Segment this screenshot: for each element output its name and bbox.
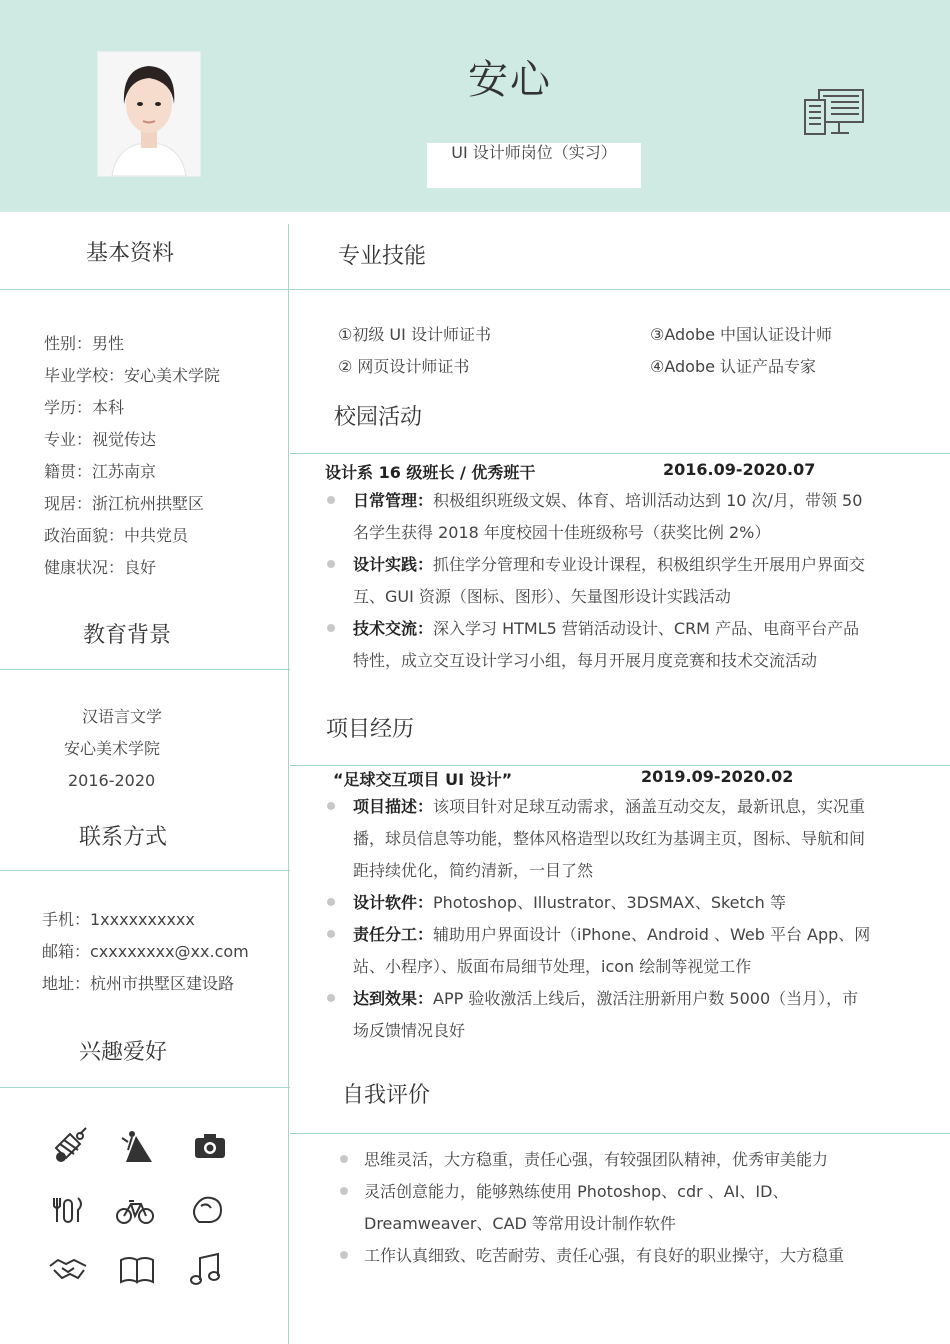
skill-item: ①初级 UI 设计师证书 bbox=[338, 325, 491, 344]
education-title: 教育背景 bbox=[82, 623, 171, 648]
handshake-icon bbox=[48, 1250, 88, 1290]
basic-info-item: 健康状况：良好 bbox=[44, 558, 157, 577]
hobbies-title: 兴趣爱好 bbox=[78, 1040, 167, 1065]
contact-title: 联系方式 bbox=[78, 825, 167, 850]
music-icon bbox=[186, 1250, 226, 1290]
candidate-name: 安心 bbox=[468, 57, 552, 103]
divider bbox=[0, 669, 290, 670]
contact-phone: 手机：1xxxxxxxxxx bbox=[42, 910, 195, 929]
project-name: “足球交互项目 UI 设计” bbox=[333, 770, 513, 789]
education-major: 汉语言文学 bbox=[82, 707, 163, 726]
divider bbox=[290, 765, 950, 766]
project-bullet: 设计软件：Photoshop、Illustrator、3DSMAX、Sketch 等 bbox=[325, 887, 925, 919]
basic-info-item: 现居：浙江杭州拱墅区 bbox=[44, 494, 205, 513]
campus-title: 校园活动 bbox=[334, 405, 423, 430]
divider bbox=[0, 289, 950, 290]
basic-info-title: 基本资料 bbox=[85, 241, 174, 266]
campus-bullets bbox=[325, 485, 925, 677]
skill-item: ④Adobe 认证产品专家 bbox=[650, 357, 817, 376]
education-years: 2016-2020 bbox=[68, 771, 156, 790]
project-bullets bbox=[325, 791, 925, 1047]
basic-info-item: 专业：视觉传达 bbox=[44, 430, 157, 449]
evaluation-bullets bbox=[340, 1144, 930, 1272]
divider bbox=[0, 1087, 290, 1088]
job-title: UI 设计师岗位（实习） bbox=[451, 143, 617, 162]
book-icon bbox=[117, 1250, 157, 1290]
dining-icon bbox=[48, 1190, 88, 1230]
camera-icon bbox=[190, 1126, 230, 1166]
evaluation-item: 灵活创意能力，能够熟练使用 Photoshop、cdr 、AI、ID、 Dreamweaver、CAD 等常用设计制作软件 bbox=[340, 1176, 930, 1240]
basic-info-item: 籍贯：江苏南京 bbox=[44, 462, 157, 481]
divider bbox=[290, 453, 950, 454]
campus-bullet: 技术交流：深入学习 HTML5 营销活动设计、CRM 产品、电商平台产品 特性，成立交互设计学习小组，每月开展月度竞赛和技术交流活动 bbox=[325, 613, 925, 677]
education-school: 安心美术学院 bbox=[64, 739, 161, 758]
bicycle-icon bbox=[115, 1190, 155, 1230]
profile-photo bbox=[97, 51, 201, 177]
evaluation-item: 思维灵活，大方稳重，责任心强，有较强团队精神，优秀审美能力 bbox=[340, 1144, 930, 1176]
campus-period: 2016.09-2020.07 bbox=[663, 460, 816, 479]
skills-title: 专业技能 bbox=[338, 244, 427, 269]
basic-info-item: 政治面貌：中共党员 bbox=[44, 526, 189, 545]
basic-info-item: 学历：本科 bbox=[44, 398, 125, 417]
project-bullet: 责任分工：辅助用户界面设计（iPhone、Android 、Web 平台 App、网 站、小程序）、版面布局细节处理，icon 绘制等视觉工作 bbox=[325, 919, 925, 983]
contact-address: 地址：杭州市拱墅区建设路 bbox=[42, 974, 235, 993]
column-divider bbox=[288, 224, 289, 1344]
computer-monitor-icon bbox=[803, 88, 865, 142]
divider bbox=[290, 1133, 950, 1134]
campus-role: 设计系 16 级班长 / 优秀班干 bbox=[325, 463, 536, 482]
campus-bullet: 日常管理：积极组织班级文娱、体育、培训活动达到 10 次/月，带领 50 名学生获得 2018 年度校园十佳班级称号（获奖比例 2%） bbox=[325, 485, 925, 549]
badminton-icon bbox=[50, 1126, 90, 1166]
contact-email: 邮箱：cxxxxxxxx@xx.com bbox=[42, 942, 249, 961]
campus-bullet: 设计实践：抓住学分管理和专业设计课程，积极组织学生开展用户界面交 互、GUI 资源（图标、图形）、矢量图形设计实践活动 bbox=[325, 549, 925, 613]
skill-item: ② 网页设计师证书 bbox=[338, 357, 470, 376]
portrait-photo bbox=[98, 52, 200, 176]
project-bullet: 达到效果：APP 验收激活上线后，激活注册新用户数 5000（当月），市 场反馈情况良好 bbox=[325, 983, 925, 1047]
basic-info-item: 毕业学校：安心美术学院 bbox=[44, 366, 221, 385]
evaluation-title: 自我评价 bbox=[342, 1083, 431, 1108]
basic-info-item: 性别：男性 bbox=[44, 334, 125, 353]
fitness-icon bbox=[187, 1190, 227, 1230]
skill-item: ③Adobe 中国认证设计师 bbox=[650, 325, 833, 344]
evaluation-item: 工作认真细致、吃苦耐劳、责任心强，有良好的职业操守，大方稳重 bbox=[340, 1240, 930, 1272]
basic-info-list bbox=[44, 328, 284, 584]
project-title: 项目经历 bbox=[326, 717, 415, 742]
project-period: 2019.09-2020.02 bbox=[641, 767, 794, 786]
project-bullet: 项目描述：该项目针对足球互动需求，涵盖互动交友，最新讯息，实况重 播，球员信息等功能，整体风格造型以玫红为基调主页，图标、导航和间 距持续优化，简约清新，一目了然 bbox=[325, 791, 925, 887]
climbing-icon bbox=[118, 1126, 158, 1166]
divider bbox=[0, 870, 290, 871]
